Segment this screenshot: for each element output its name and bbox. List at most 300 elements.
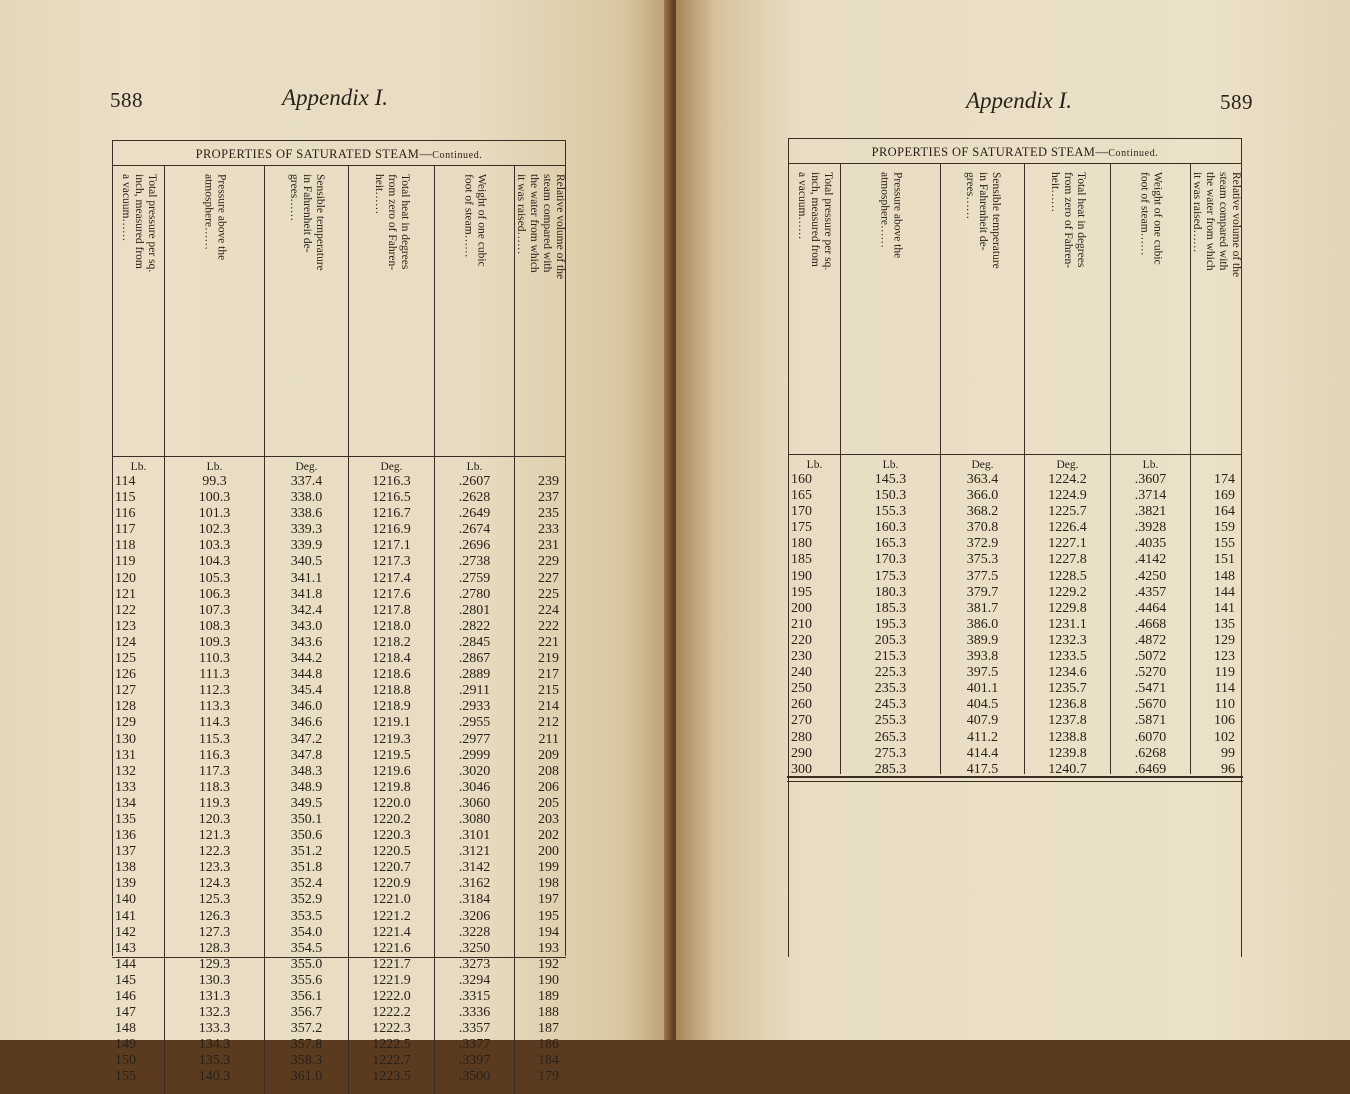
table-cell: 160.3 xyxy=(874,520,907,536)
table-cell: 1240.7 xyxy=(1048,761,1087,777)
page-number: 589 xyxy=(1220,90,1253,114)
table-cell: 1225.7 xyxy=(1048,504,1087,520)
table-cell: 194 xyxy=(538,924,559,940)
table-cell: 280 xyxy=(791,729,812,745)
header-total-pressure xyxy=(789,164,841,454)
table-cell: 265.3 xyxy=(874,729,907,745)
table-cell: 345.4 xyxy=(290,683,323,699)
table-cell: 180.3 xyxy=(874,584,907,600)
unit-label: Lb. xyxy=(1142,459,1159,471)
table-cell: 208 xyxy=(538,763,559,779)
table-cell: 1217.3 xyxy=(372,554,411,570)
table-cell: 355.6 xyxy=(290,972,323,988)
table-cell: 221 xyxy=(538,634,559,650)
header-sensible-temperature xyxy=(265,166,349,456)
table-cell: 135 xyxy=(115,811,136,827)
table-cell: 350.6 xyxy=(290,828,323,844)
table-cell: .2822 xyxy=(458,618,491,634)
column-pressure-above-atmosphere xyxy=(841,454,941,777)
table-cell: .4250 xyxy=(1134,568,1167,584)
running-title: Appendix I. xyxy=(966,88,1073,113)
table-cell: 124.3 xyxy=(198,876,231,892)
column-total-heat xyxy=(1025,454,1111,777)
table-cell: 1219.5 xyxy=(372,747,411,763)
table-cell: 1229.2 xyxy=(1048,584,1087,600)
unit-label xyxy=(1191,458,1241,472)
table-cell: 117 xyxy=(115,522,136,538)
table-cell: .2649 xyxy=(458,506,491,522)
column-relative-volume xyxy=(1191,454,1241,777)
table-cell: .6070 xyxy=(1134,729,1167,745)
table-cell: 169 xyxy=(1214,488,1235,504)
table-cell: 1221.0 xyxy=(372,892,411,908)
table-cell: 1216.3 xyxy=(372,474,411,489)
table-header-row xyxy=(113,165,565,457)
table-cell: 393.8 xyxy=(966,649,999,665)
table-cell: 160 xyxy=(791,472,812,487)
table-cell: 128 xyxy=(115,699,136,715)
table-cell: 215 xyxy=(538,683,559,699)
table-cell: .2759 xyxy=(458,570,491,586)
table-cell: 338.6 xyxy=(290,506,323,522)
header-total-heat xyxy=(1025,164,1111,454)
column-weight-per-cubic-foot xyxy=(1111,454,1191,777)
table-cell: 370.8 xyxy=(966,520,999,536)
table-cell: .6469 xyxy=(1134,761,1167,777)
caption-text: PROPERTIES OF SATURATED STEAM— xyxy=(871,145,1109,159)
table-cell: 123.3 xyxy=(198,860,231,876)
table-cell: 135.3 xyxy=(198,1053,231,1069)
table-cell: 1221.9 xyxy=(372,972,411,988)
header-total-heat xyxy=(349,166,435,456)
table-cell: 1237.8 xyxy=(1048,713,1087,729)
table-cell: 1224.2 xyxy=(1048,472,1087,487)
table-cell: 209 xyxy=(538,747,559,763)
table-cell: 361.0 xyxy=(290,1069,323,1085)
table-cell: 104.3 xyxy=(198,554,231,570)
table-cell: .5471 xyxy=(1134,681,1167,697)
table-cell: 1219.3 xyxy=(372,731,411,747)
table-cell: 110.3 xyxy=(199,651,230,667)
table-cell: .3206 xyxy=(458,908,491,924)
table-cell: 1227.1 xyxy=(1048,536,1087,552)
table-cell: .3294 xyxy=(458,972,491,988)
table-cell: 115.3 xyxy=(199,731,230,747)
table-cell: 197 xyxy=(538,892,559,908)
table-cell: .3046 xyxy=(458,779,491,795)
table-cell: 118 xyxy=(115,538,136,554)
table-cell: 1221.6 xyxy=(372,940,411,956)
table-cell: .2674 xyxy=(458,522,491,538)
table-cell: 190 xyxy=(791,568,812,584)
table-cell: .4464 xyxy=(1134,600,1167,616)
table-cell: 155 xyxy=(1214,536,1235,552)
table-cell: 132.3 xyxy=(198,1005,231,1021)
table-cell: 351.8 xyxy=(290,860,323,876)
table-cell: 105.3 xyxy=(198,570,231,586)
table-cell: 270 xyxy=(791,713,812,729)
table-cell: .3315 xyxy=(458,989,491,1004)
table-cell: 125 xyxy=(115,651,136,667)
header-label: Pressure above the atmosphere…… xyxy=(878,172,904,259)
table-cell: 1222.3 xyxy=(372,1021,411,1037)
table-cell: 347.2 xyxy=(290,731,323,747)
table-cell: 255.3 xyxy=(874,713,907,729)
table-cell: 225.3 xyxy=(874,665,907,681)
table-cell: 141 xyxy=(115,908,136,924)
table-cell: 151 xyxy=(1214,552,1235,568)
table-body xyxy=(789,454,1241,777)
table-cell: 129 xyxy=(115,715,136,731)
table-cell: 131 xyxy=(115,747,136,763)
table-cell: 121.3 xyxy=(198,828,231,844)
right-page xyxy=(676,0,1350,1040)
table-cell: .3500 xyxy=(458,1069,491,1085)
table-cell: 203 xyxy=(538,811,559,827)
table-cell: 225 xyxy=(538,586,559,602)
table-cell: 141 xyxy=(1214,600,1235,616)
table-cell: 344.2 xyxy=(290,651,323,667)
table-cell: 133 xyxy=(115,779,136,795)
table-cell: 189 xyxy=(538,989,559,1004)
table-cell: 344.8 xyxy=(290,667,323,683)
table-cell: 134.3 xyxy=(198,1037,231,1053)
table-cell: 195 xyxy=(791,584,812,600)
header-relative-volume xyxy=(1191,164,1241,454)
table-cell: 123 xyxy=(1214,649,1235,665)
table-cell: 128.3 xyxy=(198,940,231,956)
table-cell: 346.0 xyxy=(290,699,323,715)
table-cell: .2845 xyxy=(458,634,491,650)
table-cell: 130.3 xyxy=(198,972,231,988)
table-cell: .3357 xyxy=(458,1021,491,1037)
table-cell: 100.3 xyxy=(198,490,231,506)
table-cell: 185 xyxy=(791,552,812,568)
table-cell: .3121 xyxy=(458,844,491,860)
header-label: Total heat in degrees from zero of Fahren- heit…… xyxy=(373,174,411,271)
table-cell: 1220.3 xyxy=(372,828,411,844)
table-cell: 132 xyxy=(115,763,136,779)
table-cell: 366.0 xyxy=(966,488,999,504)
table-cell: 175 xyxy=(791,520,812,536)
table-cell: 1222.5 xyxy=(372,1037,411,1053)
table-cell: .2911 xyxy=(459,683,490,699)
table-cell: 149 xyxy=(115,1037,136,1053)
table-cell: .3928 xyxy=(1134,520,1167,536)
table-header-row xyxy=(789,163,1241,455)
table-cell: 386.0 xyxy=(966,616,999,632)
table-cell: 193 xyxy=(538,940,559,956)
table-cell: .3060 xyxy=(458,795,491,811)
table-cell: 146 xyxy=(115,989,136,1004)
table-cell: 1218.2 xyxy=(372,634,411,650)
table-cell: 1236.8 xyxy=(1048,697,1087,713)
table-cell: 205 xyxy=(538,795,559,811)
table-cell: 235.3 xyxy=(874,681,907,697)
table-cell: 1219.6 xyxy=(372,763,411,779)
unit-label: Deg. xyxy=(295,461,318,473)
table-cell: 1217.4 xyxy=(372,570,411,586)
header-label: Weight of one cubic foot of steam…… xyxy=(462,174,488,267)
table-cell: 108.3 xyxy=(198,618,231,634)
table-cell: 354.0 xyxy=(290,924,323,940)
table-cell: 1222.7 xyxy=(372,1053,411,1069)
table-cell: 290 xyxy=(791,745,812,761)
table-cell: 1218.6 xyxy=(372,667,411,683)
table-cell: 114 xyxy=(115,474,136,489)
table-cell: 148 xyxy=(115,1021,136,1037)
table-cell: .3142 xyxy=(458,860,491,876)
table-cell: 214 xyxy=(538,699,559,715)
table-cell: 150 xyxy=(115,1053,136,1069)
table-cell: 363.4 xyxy=(966,472,999,487)
table-cell: 377.5 xyxy=(966,568,999,584)
header-label: Total heat in degrees from zero of Fahren- heit…… xyxy=(1049,172,1087,269)
table-cell: 356.1 xyxy=(290,989,323,1004)
table-cell: .4142 xyxy=(1134,552,1167,568)
header-label: Total pressure per sq. inch, measured from a vacuum…… xyxy=(796,172,834,271)
table-cell: 165 xyxy=(791,488,812,504)
table-cell: 389.9 xyxy=(966,632,999,648)
table-cell: 111.3 xyxy=(199,667,230,683)
header-label: Relative volume of the steam compared with the water from which it was raised…… xyxy=(1191,172,1242,278)
table-cell: 119 xyxy=(1214,665,1235,681)
table-cell: 356.7 xyxy=(290,1005,323,1021)
table-cell: 107.3 xyxy=(198,602,231,618)
table-cell: 1224.9 xyxy=(1048,488,1087,504)
table-cell: 1238.8 xyxy=(1048,729,1087,745)
table-cell: 143 xyxy=(115,940,136,956)
table-cell: 411.2 xyxy=(967,729,998,745)
table-cell: 115 xyxy=(115,490,136,506)
table-cell: 1217.6 xyxy=(372,586,411,602)
table-cell: 113.3 xyxy=(199,699,230,715)
table-cell: 195 xyxy=(538,908,559,924)
unit-label xyxy=(515,460,565,474)
table-cell: 1218.8 xyxy=(372,683,411,699)
table-cell: 1232.3 xyxy=(1048,632,1087,648)
table-cell: .3397 xyxy=(458,1053,491,1069)
table-cell: 219 xyxy=(538,651,559,667)
table-cell: 237 xyxy=(538,490,559,506)
column-total-pressure xyxy=(789,454,841,777)
table-cell: 147 xyxy=(115,1005,136,1021)
table-cell: .5871 xyxy=(1134,713,1167,729)
table-cell: 118.3 xyxy=(199,779,230,795)
table-cell: 341.8 xyxy=(290,586,323,602)
table-cell: 99.3 xyxy=(202,474,227,489)
table-cell: 348.9 xyxy=(290,779,323,795)
table-cell: .4668 xyxy=(1134,616,1167,632)
column-relative-volume xyxy=(515,456,565,1094)
table-cell: 1217.1 xyxy=(372,538,411,554)
table-cell: 1218.0 xyxy=(372,618,411,634)
table-cell: 124 xyxy=(115,634,136,650)
table-cell: 229 xyxy=(538,554,559,570)
table-cell: 140.3 xyxy=(198,1069,231,1085)
table-cell: .3228 xyxy=(458,924,491,940)
table-cell: 96 xyxy=(1221,761,1235,777)
table-cell: 250 xyxy=(791,681,812,697)
table-cell: 195.3 xyxy=(874,616,907,632)
table-cell: 200 xyxy=(791,600,812,616)
table-cell: 339.9 xyxy=(290,538,323,554)
table-cell: 134 xyxy=(115,795,136,811)
table-cell: .3336 xyxy=(458,1005,491,1021)
table-cell: 1220.2 xyxy=(372,811,411,827)
table-cell: .4357 xyxy=(1134,584,1167,600)
table-cell: 116.3 xyxy=(199,747,230,763)
table-cell: 379.7 xyxy=(966,584,999,600)
table-cell: .2607 xyxy=(458,474,491,489)
table-cell: 200 xyxy=(538,844,559,860)
table-cell: 1221.7 xyxy=(372,956,411,972)
table-cell: 352.9 xyxy=(290,892,323,908)
table-cell: .2933 xyxy=(458,699,491,715)
table-caption xyxy=(789,145,1241,160)
table-cell: .3020 xyxy=(458,763,491,779)
table-cell: 116 xyxy=(115,506,136,522)
table-cell: 212 xyxy=(538,715,559,731)
unit-label: Deg. xyxy=(1056,459,1079,471)
table-cell: .2867 xyxy=(458,651,491,667)
table-cell: 1218.9 xyxy=(372,699,411,715)
table-cell: .2780 xyxy=(458,586,491,602)
header-weight-per-cubic-foot xyxy=(1111,164,1191,454)
table-cell: 180 xyxy=(791,536,812,552)
table-cell: 187 xyxy=(538,1021,559,1037)
table-cell: 170 xyxy=(791,504,812,520)
table-cell: 122 xyxy=(115,602,136,618)
header-total-pressure xyxy=(113,166,165,456)
table-cell: 110 xyxy=(1214,697,1235,713)
table-cell: 130 xyxy=(115,731,136,747)
table-cell: .3101 xyxy=(458,828,491,844)
table-cell: 126 xyxy=(115,667,136,683)
table-cell: .2889 xyxy=(458,667,491,683)
table-cell: .3377 xyxy=(458,1037,491,1053)
table-caption xyxy=(113,147,565,162)
header-sensible-temperature xyxy=(941,164,1025,454)
table-cell: 1220.5 xyxy=(372,844,411,860)
table-cell: 150.3 xyxy=(874,488,907,504)
table-cell: .3184 xyxy=(458,892,491,908)
table-cell: 175.3 xyxy=(874,568,907,584)
table-cell: 1239.8 xyxy=(1048,745,1087,761)
table-cell: .5072 xyxy=(1134,649,1167,665)
table-cell: 224 xyxy=(538,602,559,618)
table-cell: 337.4 xyxy=(290,474,323,489)
table-cell: 1222.2 xyxy=(372,1005,411,1021)
table-cell: 120.3 xyxy=(198,811,231,827)
table-cell: 260 xyxy=(791,697,812,713)
table-cell: 114 xyxy=(1214,681,1235,697)
unit-label: Deg. xyxy=(380,461,403,473)
table-cell: .3607 xyxy=(1134,472,1167,487)
table-cell: 179 xyxy=(538,1069,559,1085)
table-cell: 348.3 xyxy=(290,763,323,779)
table-cell: 1216.9 xyxy=(372,522,411,538)
table-cell: 140 xyxy=(115,892,136,908)
table-cell: 357.2 xyxy=(290,1021,323,1037)
table-cell: 99 xyxy=(1221,745,1235,761)
table-cell: 340.5 xyxy=(290,554,323,570)
steam-properties-table xyxy=(788,138,1242,957)
table-cell: 1220.9 xyxy=(372,876,411,892)
caption-continued: Continued. xyxy=(432,150,483,161)
table-cell: 1220.7 xyxy=(372,860,411,876)
table-cell: 1217.8 xyxy=(372,602,411,618)
table-cell: 1223.5 xyxy=(372,1069,411,1085)
header-label: Sensible temperature in Fahrenheit de- grees…… xyxy=(964,172,1002,269)
table-cell: .2999 xyxy=(458,747,491,763)
table-cell: 120 xyxy=(115,570,136,586)
caption-continued: Continued. xyxy=(1108,148,1159,159)
table-cell: .3714 xyxy=(1134,488,1167,504)
table-cell: 122.3 xyxy=(198,844,231,860)
table-cell: 126.3 xyxy=(198,908,231,924)
table-cell: 103.3 xyxy=(198,538,231,554)
table-cell: 164 xyxy=(1214,504,1235,520)
table-cell: 1216.7 xyxy=(372,506,411,522)
table-cell: 145.3 xyxy=(874,472,907,487)
table-cell: 144 xyxy=(115,956,136,972)
table-cell: 227 xyxy=(538,570,559,586)
table-cell: 414.4 xyxy=(966,745,999,761)
table-cell: 1220.0 xyxy=(372,795,411,811)
table-cell: .2628 xyxy=(458,490,491,506)
table-cell: 102 xyxy=(1214,729,1235,745)
table-cell: 350.1 xyxy=(290,811,323,827)
table-cell: 206 xyxy=(538,779,559,795)
table-cell: 404.5 xyxy=(966,697,999,713)
table-cell: .3162 xyxy=(458,876,491,892)
table-cell: 346.6 xyxy=(290,715,323,731)
table-cell: 375.3 xyxy=(966,552,999,568)
column-pressure-above-atmosphere xyxy=(165,456,265,1094)
table-cell: 129.3 xyxy=(198,956,231,972)
column-sensible-temperature xyxy=(265,456,349,1094)
table-cell: 368.2 xyxy=(966,504,999,520)
table-cell: 230 xyxy=(791,649,812,665)
header-pressure-above-atmosphere xyxy=(165,166,265,456)
table-cell: .4872 xyxy=(1134,632,1167,648)
table-cell: 138 xyxy=(115,860,136,876)
table-cell: 101.3 xyxy=(198,506,231,522)
table-cell: 1226.4 xyxy=(1048,520,1087,536)
table-cell: 159 xyxy=(1214,520,1235,536)
table-cell: .3273 xyxy=(458,956,491,972)
table-cell: .4035 xyxy=(1134,536,1167,552)
table-cell: 351.2 xyxy=(290,844,323,860)
table-cell: 198 xyxy=(538,876,559,892)
table-cell: 1235.7 xyxy=(1048,681,1087,697)
table-cell: 205.3 xyxy=(874,632,907,648)
table-cell: 202 xyxy=(538,828,559,844)
table-cell: 148 xyxy=(1214,568,1235,584)
table-cell: 342.4 xyxy=(290,602,323,618)
table-cell: 245.3 xyxy=(874,697,907,713)
table-cell: 338.0 xyxy=(290,490,323,506)
table-cell: 133.3 xyxy=(198,1021,231,1037)
column-total-pressure xyxy=(113,456,165,1094)
page-number: 588 xyxy=(110,88,143,112)
header-label: Pressure above the atmosphere…… xyxy=(202,174,228,261)
header-label: Total pressure per sq. inch, measured from a vacuum…… xyxy=(120,174,158,273)
table-cell: 155.3 xyxy=(874,504,907,520)
table-cell: 417.5 xyxy=(966,761,999,777)
table-cell: 1221.2 xyxy=(372,908,411,924)
